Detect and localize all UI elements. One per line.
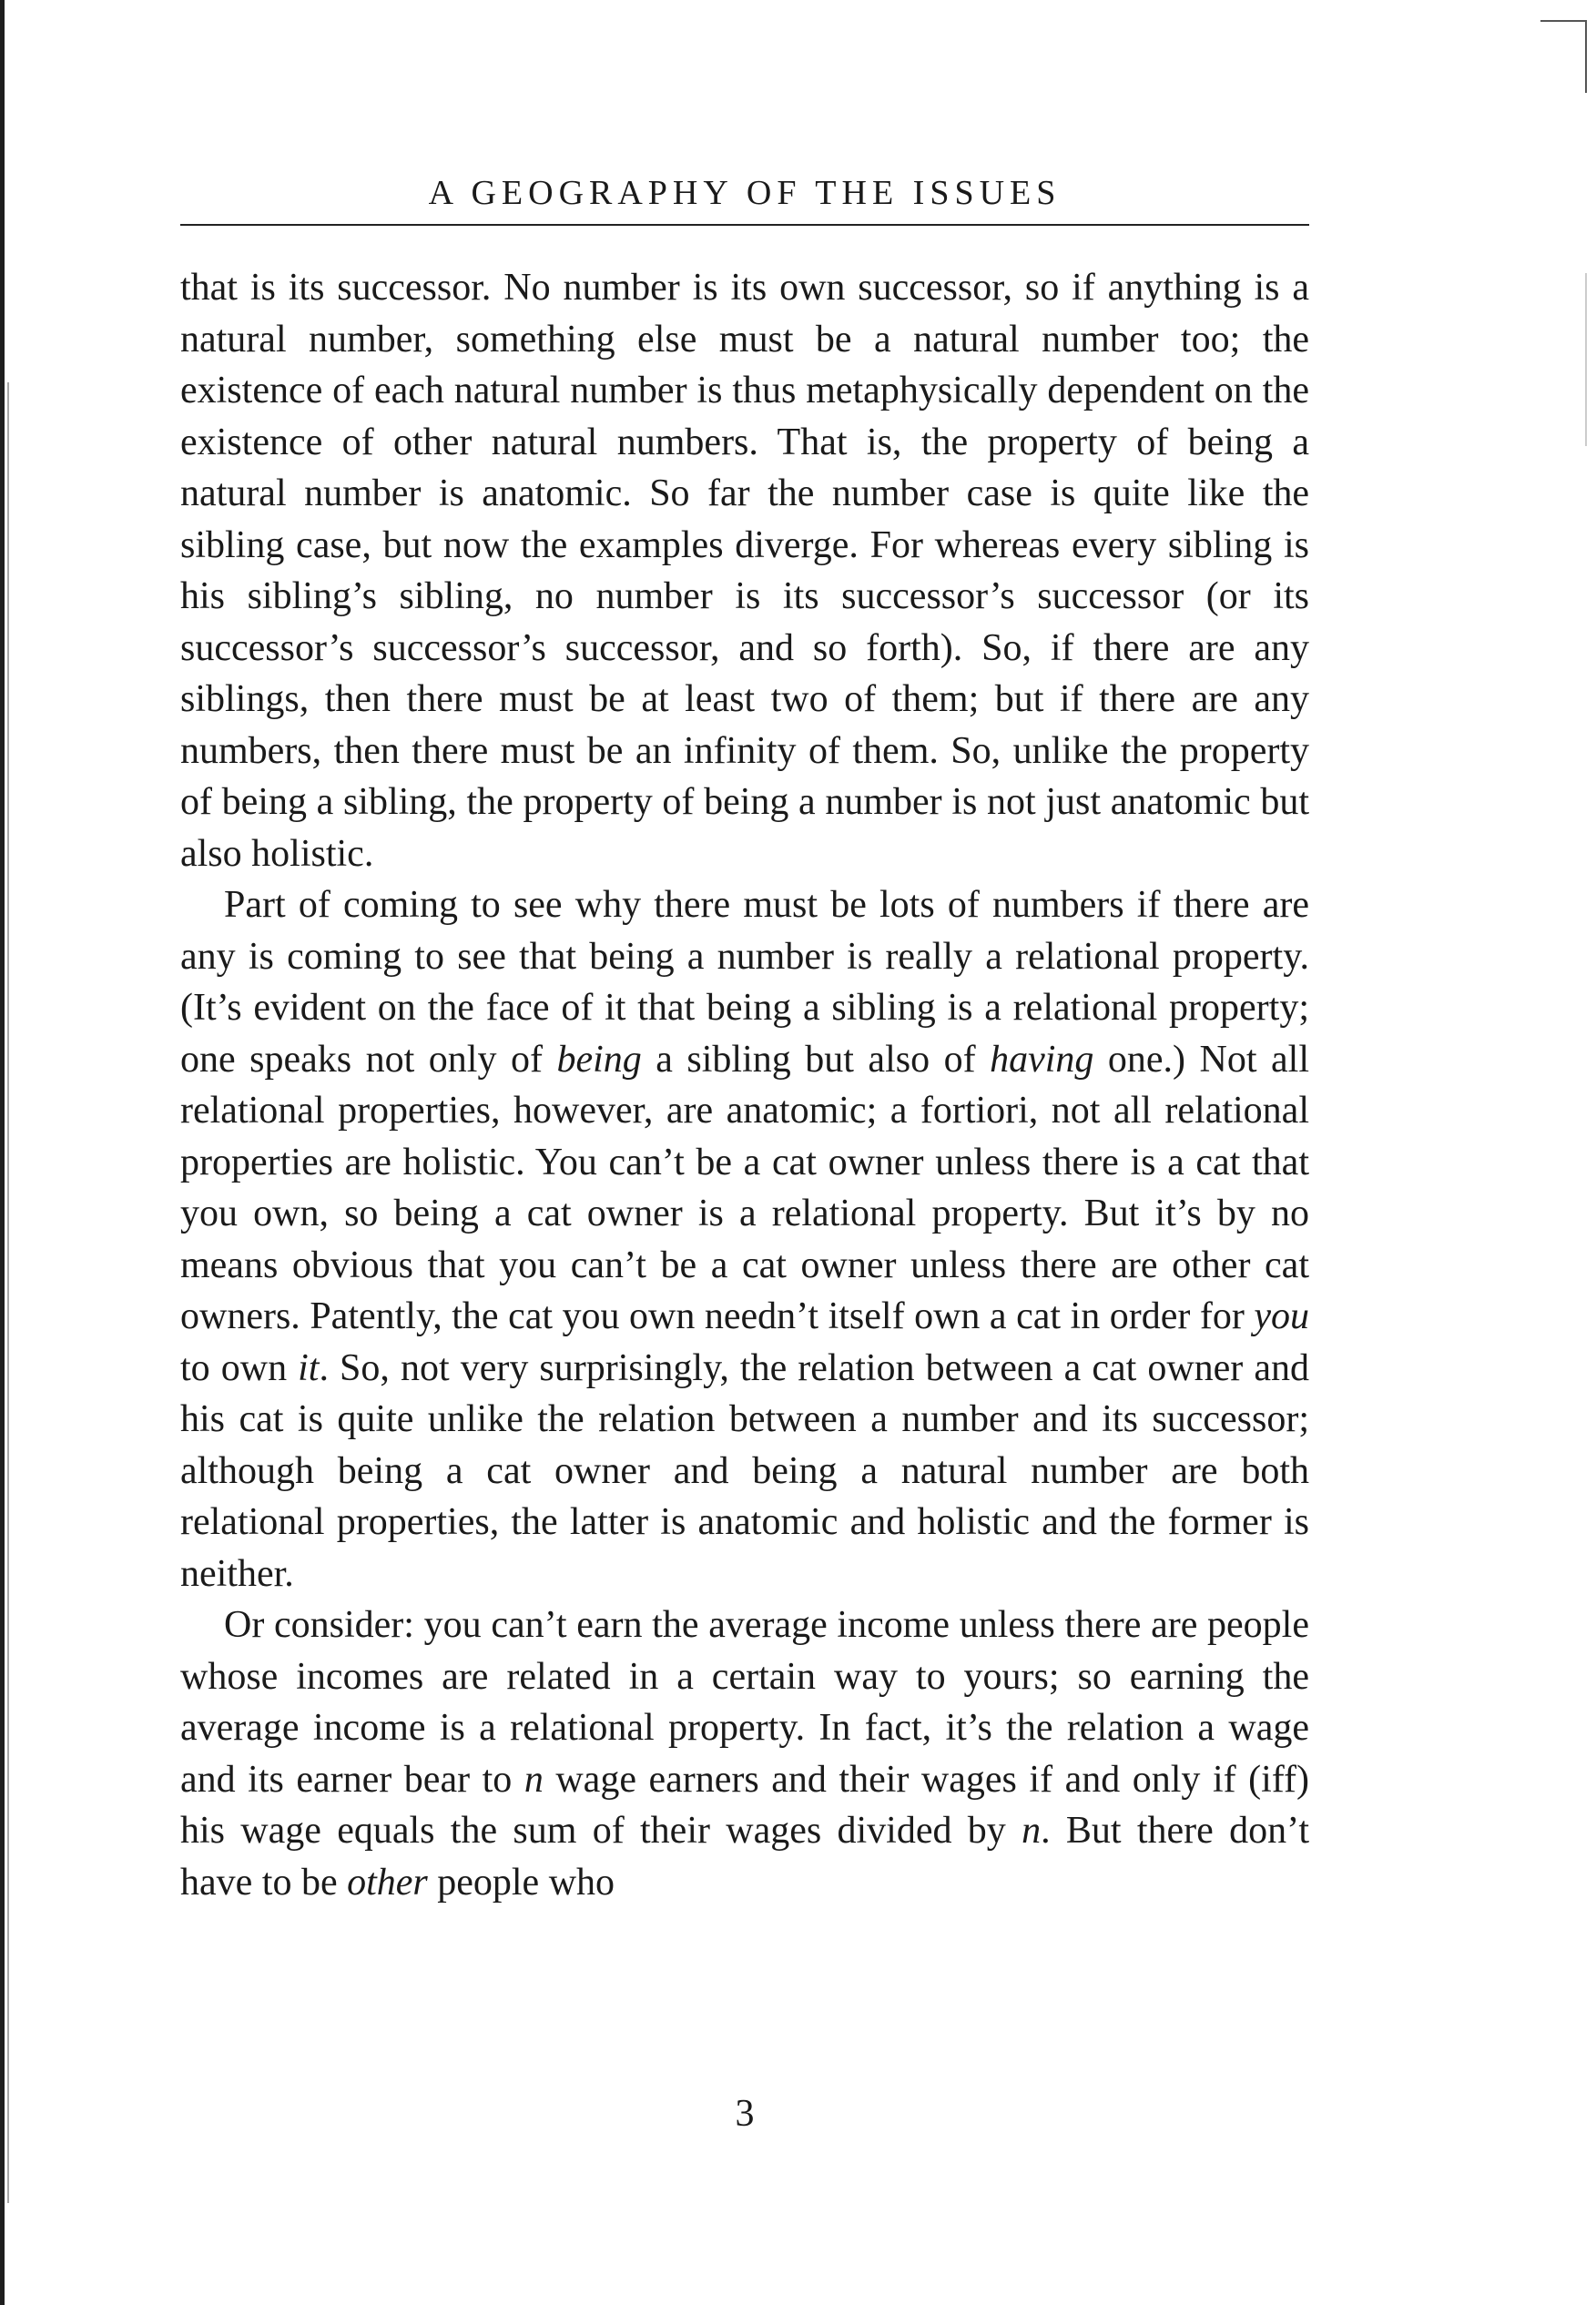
crop-mark-horizontal [1540, 20, 1586, 22]
running-header: A GEOGRAPHY OF THE ISSUES [428, 174, 1062, 212]
italic-text-run: n [1022, 1810, 1042, 1852]
crop-mark-vertical [1585, 20, 1587, 93]
italic-text-run: being [556, 1038, 642, 1081]
crop-mark-vertical-faint [1585, 273, 1587, 446]
italic-text-run: you [1254, 1295, 1309, 1337]
text-run: wage earners and their wages if and only if (iff) his wage equals the sum of their wages divided by [180, 1758, 1309, 1852]
body-text [180, 262, 1309, 1908]
italic-text-run: it [298, 1346, 320, 1389]
text-run: Or consider: you can’t earn the average income unless there are people whose incomes are related in a certain way to yours; so earning the average income is a relational property. In fact, it’s the relation a wage and its earner bear to [180, 1604, 1309, 1801]
text-run: . But there don’t have to be [180, 1810, 1309, 1904]
italic-text-run: n [524, 1758, 544, 1801]
italic-text-run: having [990, 1038, 1094, 1081]
page-edge-shadow-faint [7, 382, 9, 2203]
text-run: . So, not very surprisingly, the relation between a cat owner and his cat is quite unlike the relation between a number and its successor; although being a cat owner and being a natural number are both relational properties, the latter is anatomic and holistic and the former is neither. [180, 1346, 1310, 1595]
text-run: to own [180, 1346, 299, 1389]
text-run: a sibling but also of [641, 1038, 991, 1081]
paragraph [180, 262, 1309, 879]
text-run: that is its successor. No number is its own successor, so if anything is a natural number, something else must be a natural number too; the existence of each natural number is thus metaphysically dependent on the existence of other natural numbers. That is, the property of being a natural number is anatomic. So far the number case is quite like the sibling case, but now the examples diverge. For whereas every sibling is his sibling’s sibling, no number is its successor’s successor (or its successor’s successor’s successor, and so forth). So, if there are any siblings, then there must be at least two of them; but if there are any numbers, then there must be an infinity of them. So, unlike the property of being a sibling, the property of being a number is not just anatomic but also holistic. [180, 267, 1309, 875]
paragraph [180, 879, 1309, 1599]
text-run: Part of coming to see why there must be lots of numbers if there are any is coming to see that being a number is really a relational property. (It’s evident on the face of it that being a sibling is a relational property; one speaks not only of [180, 884, 1309, 1081]
page-number: 3 [735, 2093, 755, 2135]
text-run: one.) Not all relational properties, however, are anatomic; a fortiori, not all relational properties are holistic. You can’t be a cat owner unless there is a cat that you own, so being a cat owner is a relational property. But it’s by no means obvious that you can’t be a cat owner unless there are other cat owners. Patently, the cat you own needn’t itself own a cat in order for [180, 1038, 1309, 1337]
italic-text-run: other [347, 1861, 428, 1904]
text-run: people who [427, 1861, 615, 1904]
header-rule [180, 224, 1309, 226]
paragraph [180, 1599, 1309, 1908]
page-edge-shadow [0, 0, 5, 2305]
